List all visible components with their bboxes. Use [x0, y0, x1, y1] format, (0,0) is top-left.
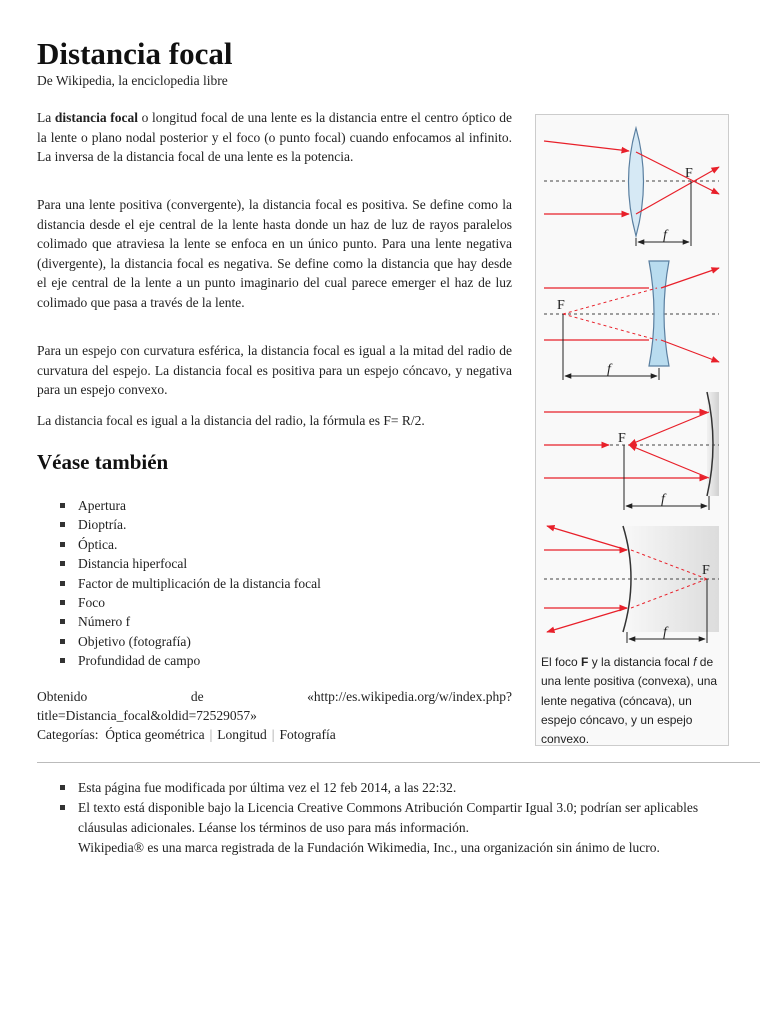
see-also-item-distancia-hiperfocal[interactable]: Distancia hiperfocal [37, 554, 477, 573]
convex-lens-panel [544, 128, 719, 246]
see-also-item-apertura[interactable]: Apertura [37, 496, 477, 515]
footer-divider [37, 762, 760, 763]
optics-diagram [539, 118, 725, 648]
focal-length-figure [535, 114, 729, 746]
see-also-item-objetivo[interactable]: Objetivo (fotografía) [37, 632, 477, 651]
focus-label: F [685, 166, 693, 181]
figure-caption: El foco F y la distancia focal f de una lente positiva (convexa), una lente negativa (cóncava), un espejo cóncavo, y un espejo convexo. [541, 655, 718, 747]
retrieved-url-continued[interactable]: title=Distancia_focal&oldid=72529057» [37, 708, 257, 723]
see-also-item-profundidad-campo[interactable]: Profundidad de campo [37, 651, 477, 670]
footer-license [37, 798, 727, 858]
footer-license-text: El texto está disponible bajo la Licencia Creative Commons Atribución Compartir Igual 3.0; podrían ser aplicables cláusulas adicionales. Léanse los términos de uso para más información. [78, 800, 699, 835]
focal-length-label: f [663, 228, 667, 243]
see-also-item-dioptria[interactable]: Dioptría. [37, 515, 477, 534]
see-also-list [37, 496, 477, 671]
paragraph-lente-positiva: Para una lente positiva (convergente), la distancia focal es positiva. Se define como la distancia desde el eje central de la lente hasta donde un haz de luz de rayos paralelos colimado que atraviesa la lente se enfoca en un único punto. Para una lente negativa (divergente), la distancia focal es negativa. Se define como la distancia que hay desde el eje central de la lente a un punto imaginario del cual parece emerger el haz de luz colimado que pasa a través de la lente. [37, 197, 512, 310]
category-optica-geometrica[interactable]: Óptica geométrica [105, 727, 205, 742]
concave-lens-panel [544, 261, 719, 380]
focus-label: F [618, 431, 626, 446]
intro-paragraph: La distancia focal o longitud focal de una lente es la distancia entre el centro óptico de la lente o plano nodal posterior y el foco (o punto focal) cuando enfocamos al infinito. La inversa de la distancia focal de una lente es la potencia. [37, 110, 512, 165]
see-also-item-factor-multiplicacion[interactable]: Factor de multiplicación de la distancia focal [37, 574, 477, 593]
focal-length-label: f [607, 362, 611, 377]
focal-length-label: f [663, 625, 667, 640]
focal-length-label: f [661, 492, 665, 507]
paragraph-formula: La distancia focal es igual a la distancia del radio, la fórmula es F= R/2. [37, 413, 425, 428]
see-also-item-foco[interactable]: Foco [37, 593, 477, 612]
retrieved-url[interactable]: «http://es.wikipedia.org/w/index.php? [307, 689, 512, 704]
convex-lens-shape [629, 128, 644, 236]
page-subtitle: De Wikipedia, la enciclopedia libre [37, 73, 228, 88]
term-distancia-focal: distancia focal [54, 110, 139, 125]
convex-mirror-panel [544, 526, 719, 643]
see-also-heading: Véase también [37, 450, 169, 474]
see-also-item-numero-f[interactable]: Número f [37, 612, 477, 631]
footer-last-modified: Esta página fue modificada por última vez el 12 feb 2014, a las 22:32. [37, 778, 727, 798]
paragraph-espejo: Para un espejo con curvatura esférica, la distancia focal es igual a la mitad del radio de curvatura del espejo. La distancia focal es positiva para un espejo cóncavo, y negativa para un espejo convexo. [37, 343, 512, 398]
concave-mirror-panel [544, 392, 719, 510]
focus-label: F [702, 563, 710, 578]
category-fotografia[interactable]: Fotografía [279, 727, 336, 742]
see-also-item-optica[interactable]: Óptica. [37, 535, 477, 554]
focus-label: F [557, 298, 565, 313]
categories-label: Categorías: [37, 727, 99, 742]
footer-info [37, 778, 727, 858]
category-longitud[interactable]: Longitud [217, 727, 267, 742]
footer-trademark: Wikipedia® es una marca registrada de la Fundación Wikimedia, Inc., una organización sin ánimo de lucro. [78, 840, 660, 855]
categories-bar: Categorías: Óptica geométrica | Longitud | Fotografía [37, 727, 336, 742]
retrieved-from: Obtenido de «http://es.wikipedia.org/w/index.php? title=Distancia_focal&oldid=72529057» [37, 689, 512, 723]
page-title: Distancia focal [37, 36, 233, 71]
